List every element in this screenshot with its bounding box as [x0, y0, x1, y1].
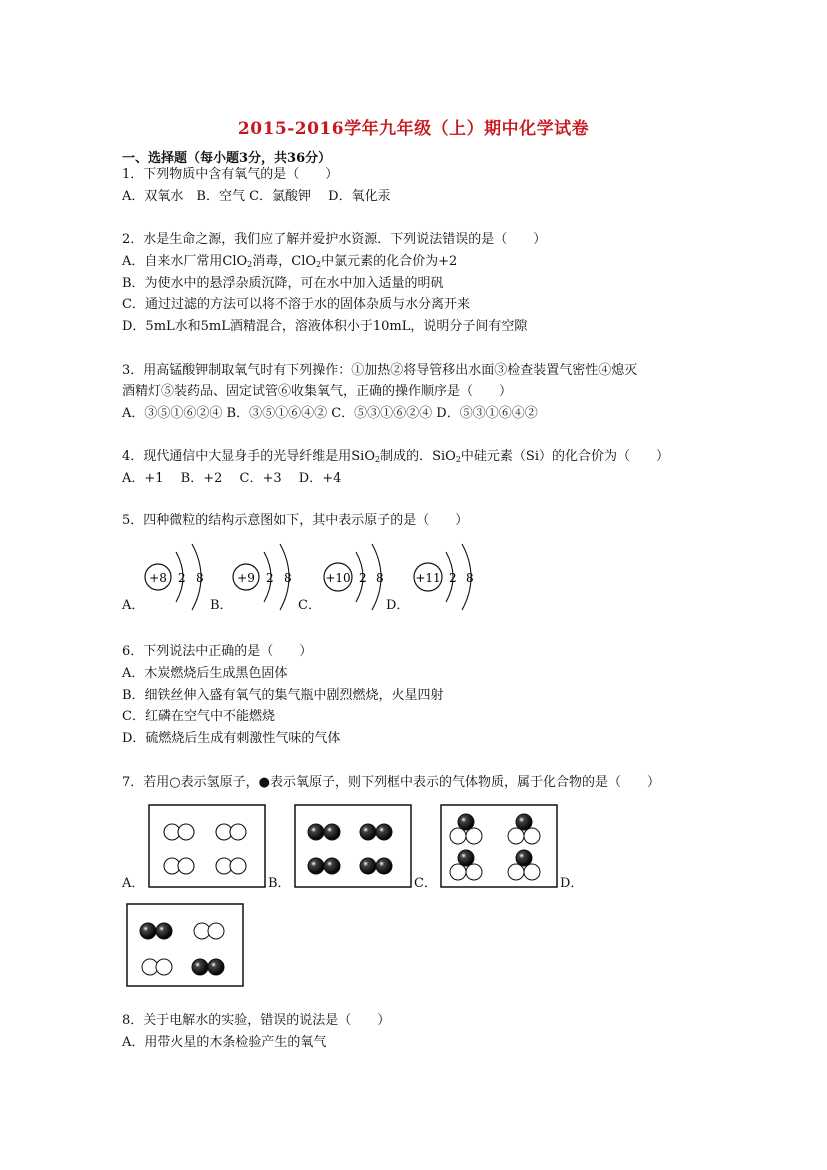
q5-label-c: C．: [298, 598, 321, 613]
atom-a-nucleus: +8: [149, 571, 167, 585]
atom-diagram-c: [316, 540, 396, 615]
q6-option-c: C．红磷在空气中不能燃烧: [122, 709, 275, 724]
q2-stem: 2．水是生命之源，我们应了解并爱护水资源．下列说法错误的是（ ）: [122, 232, 547, 247]
q3-stem-line2: 酒精灯⑤装药品、固定试管⑥收集氧气，正确的操作顺序是（ ）: [122, 384, 513, 399]
atom-a-shell2: 8: [196, 571, 204, 585]
atom-a-shell1: 2: [178, 571, 186, 585]
q2-a-text2: 消毒，ClO: [252, 254, 317, 269]
exam-title: 2015-2016学年九年级（上）期中化学试卷: [237, 119, 590, 139]
q4-text3: 中硅元素（Si）的化合价为（ ）: [460, 449, 669, 464]
q7-stem: 7．若用○表示氢原子，●表示氧原子，则下列框中表示的气体物质，属于化合物的是（ ）: [122, 775, 660, 790]
q4-subscript1: 2: [375, 455, 381, 464]
q3-options: A．③⑤①⑥②④ B．③⑤①⑥④② C．⑤③①⑥②④ D．⑤③①⑥④②: [122, 406, 538, 421]
q4-subscript2: 2: [455, 455, 461, 464]
q6-option-b: B．细铁丝伸入盛有氧气的集气瓶中剧烈燃烧，火星四射: [122, 688, 444, 703]
atom-diagram-b: [228, 540, 308, 615]
atom-b-nucleus: +9: [237, 571, 255, 585]
q7-label-d: D．: [560, 876, 584, 891]
q8-stem: 8．关于电解水的实验，错误的说法是（ ）: [122, 1013, 391, 1028]
q1-stem: 1．下列物质中含有氧气的是（ ）: [122, 167, 339, 182]
atom-d-shell2: 8: [466, 571, 474, 585]
atom-c-shell1: 2: [359, 571, 367, 585]
q2-a-subscript1: 2: [247, 260, 253, 269]
q2-a-text3: 中氯元素的化合价为+2: [321, 254, 458, 269]
q2-option-c: C．通过过滤的方法可以将不溶于水的固体杂质与水分离开来: [122, 297, 470, 312]
q7-label-b: B．: [268, 876, 291, 891]
atom-diagram-a: [140, 540, 220, 615]
q7-label-c: C．: [414, 876, 437, 891]
q4-text1: 4．现代通信中大显身手的光导纤维是用SiO: [122, 449, 375, 464]
q4-options: A．+1 B．+2 C．+3 D．+4: [122, 471, 342, 486]
q4-stem: [122, 448, 669, 469]
atom-b-shell2: 8: [284, 571, 292, 585]
q3-stem-line1: 3．用高锰酸钾制取氧气时有下列操作：①加热②将导管移出水面③检查装置气密性④熄灭: [122, 363, 638, 378]
molecule-box-c: [440, 804, 558, 888]
q2-option-d: D．5mL水和5mL酒精混合，溶液体积小于10mL，说明分子间有空隙: [122, 319, 528, 334]
section-heading: 一、选择题（每小题3分，共36分）: [122, 151, 332, 166]
molecule-box-b: [294, 804, 412, 888]
q2-option-a: [122, 253, 457, 274]
atom-b-shell1: 2: [266, 571, 274, 585]
atom-c-shell2: 8: [376, 571, 384, 585]
q5-stem: 5．四种微粒的结构示意图如下，其中表示原子的是（ ）: [122, 513, 469, 528]
q4-text2: 制成的．SiO: [380, 449, 456, 464]
molecule-box-d: [126, 903, 244, 987]
q2-a-text1: A．自来水厂常用ClO: [122, 254, 248, 269]
q6-stem: 6．下列说法中正确的是（ ）: [122, 644, 313, 659]
q2-a-subscript2: 2: [316, 260, 322, 269]
q6-option-a: A．木炭燃烧后生成黑色固体: [122, 666, 288, 681]
q7-label-a: A．: [122, 876, 145, 891]
q6-option-d: D．硫燃烧后生成有刺激性气味的气体: [122, 731, 341, 746]
q8-option-a: A．用带火星的木条检验产生的氧气: [122, 1035, 327, 1050]
atom-diagram-d: [404, 540, 484, 615]
molecule-box-a: [148, 804, 266, 888]
atom-c-nucleus: +10: [325, 571, 351, 585]
atom-d-shell1: 2: [449, 571, 457, 585]
atom-d-nucleus: +11: [415, 571, 441, 585]
q1-options: A．双氧水 B．空气 C．氯酸钾 D．氧化汞: [122, 189, 391, 204]
q5-label-d: D．: [386, 598, 410, 613]
q2-option-b: B．为使水中的悬浮杂质沉降，可在水中加入适量的明矾: [122, 276, 444, 291]
q5-label-b: B．: [210, 598, 233, 613]
q5-label-a: A．: [122, 598, 145, 613]
